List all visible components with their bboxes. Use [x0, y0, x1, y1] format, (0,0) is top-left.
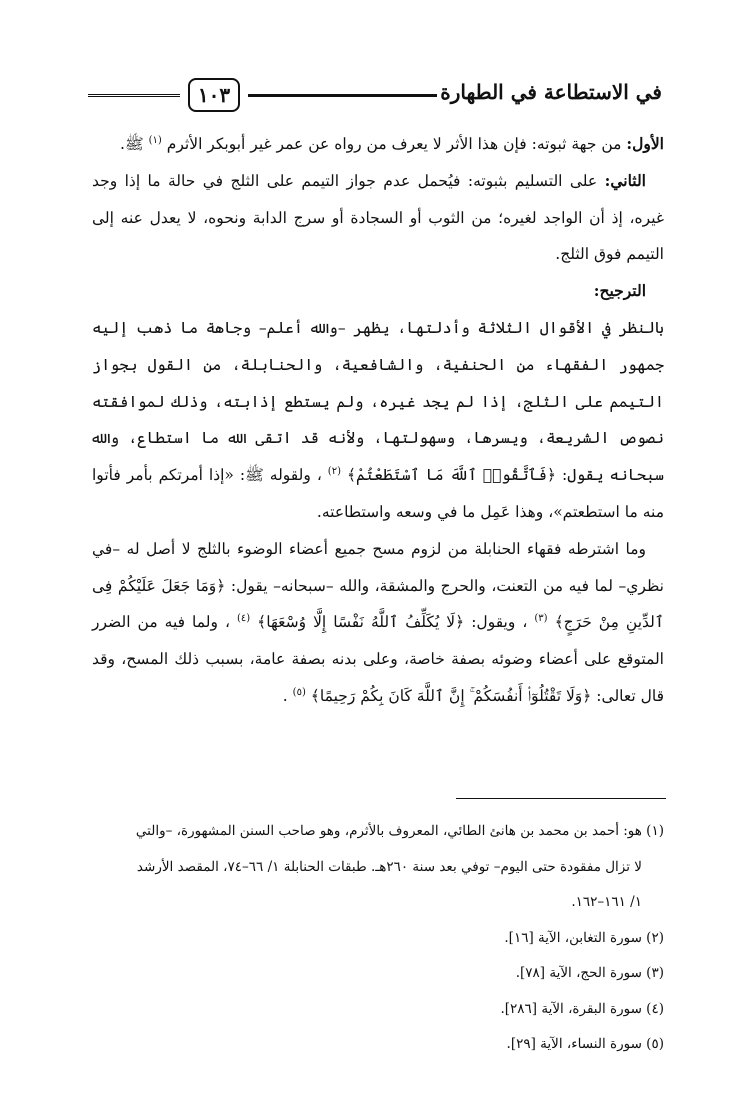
label-first: الأول:	[626, 134, 664, 153]
text-fourth-cont2: ، ولما فيه من الضرر المتوقع على أعضاء وضوئه بصفة خاصة، وعلى بدنه بصفة عامة، بسبب ذلك المسح، وقد قال تعالى: ﴿وَلَا تَقْتُلُوٓا۟ أَنفُسَكُمْ ۚ إِنَّ ٱللَّهَ كَانَ بِكُمْ رَحِيمًا﴾	[92, 613, 664, 705]
footnote-1-line-2: لا تزال مفقودة حتى اليوم– توفي بعد سنة ٢٦٠هـ. طبقات الحنابلة ١/ ٦٦–٧٤، المقصد الأرشد	[136, 858, 642, 875]
footnote-ref-4: (٤)	[236, 613, 251, 625]
footnote-ref-1: (١)	[148, 134, 162, 146]
text-fourth-cont: ، ويقول: ﴿لَا يُكَلِّفُ ٱللَّهُ نَفْسًا إِلَّا وُسْعَهَا﴾	[257, 613, 528, 632]
text-third: بالنظر في الأقوال الثلاثة وأدلتها، يظهر –والله أعلم– وجاهة ما ذهب إليه جمهور الفقهاء من الحنفية، والشافعية، والحنابلة، من القول بجواز التيمم على الثلج، إذا لم يجد غيره، ولم يستطع إذابته، وذلك لموافقته نصوص الشريعة، ويسرها، وسهولتها، ولأنه قد اتقى الله ما استطاع، والله سبحانه يقول: ﴿فَٱتَّقُوا۟ ٱللَّهَ مَا ٱسْتَطَعْتُمْ﴾	[92, 318, 664, 485]
text-fourth-end: .	[282, 686, 288, 705]
paragraph-second	[92, 163, 664, 273]
footnote-2: (٢) سورة التغابن، الآية [١٦].	[504, 929, 664, 946]
footnote-3: (٣) سورة الحج، الآية [٧٨].	[515, 965, 664, 981]
page-number: ١٠٣	[188, 78, 240, 112]
main-text	[92, 126, 664, 715]
header-rule-middle	[248, 94, 437, 97]
footnote-separator	[456, 798, 666, 799]
heading-tarjih: الترجيح:	[593, 281, 646, 301]
footnote-1-line-1: (١) هو: أحمد بن محمد بن هانئ الطائي، المعروف بالأثرم، وهو صاحب السنن المشهورة، –والتي	[135, 823, 664, 839]
label-second: الثاني:	[604, 170, 646, 190]
paragraph-third	[92, 310, 664, 531]
text-third-cont: ، ولقوله ﷺ: «إذا أمرتكم بأمر فأتوا منه ما استطعتم»، وهذا عَمِل ما في وسعه واستطاعته.	[92, 466, 664, 521]
paragraph-fourth	[92, 531, 664, 715]
footnote-5: (٥) سورة النساء، الآية [٢٩].	[506, 1036, 664, 1052]
footnote-1-line-3: ١/ ١٦١–١٦٢.	[571, 894, 642, 910]
text-first: من جهة ثبوته: فإن هذا الأثر لا يعرف من رواه عن عمر غير أبوبكر الأثرم	[166, 135, 622, 153]
footnote-ref-3: (٣)	[534, 613, 548, 625]
footnotes	[92, 814, 664, 1063]
footnote-ref-2: (٢)	[327, 466, 341, 478]
footnote-ref-5: (٥)	[292, 686, 306, 698]
footnote-4: (٤) سورة البقرة، الآية [٢٨٦].	[500, 1000, 664, 1017]
running-title: في الاستطاعة في الطهارة	[440, 80, 662, 104]
paragraph-first	[92, 126, 664, 163]
text-fourth: وما اشترطه فقهاء الحنابلة من لزوم مسح جميع أعضاء الوضوء بالثلج لا أصل له –في نظري– لما فيه من التعنت، والحرج والمشقة، والله –سبحانه– يقول: ﴿وَمَا جَعَلَ عَلَيْكُمْ فِى ٱلدِّينِ مِنْ حَرَجٍ﴾	[92, 539, 664, 632]
text-first-end: ﷺ.	[120, 135, 144, 153]
text-second: على التسليم بثبوته: فيُحمل عدم جواز التيمم على الثلج في حالة ما إذا وجد غيره، إذ أن الواجد لغيره؛ من الثوب أو السجادة أو سرج الدابة ونحوه، لا يعدل عنه إلى التيمم فوق الثلج.	[92, 171, 664, 264]
page-header	[88, 74, 662, 114]
header-rule-left	[88, 94, 180, 97]
